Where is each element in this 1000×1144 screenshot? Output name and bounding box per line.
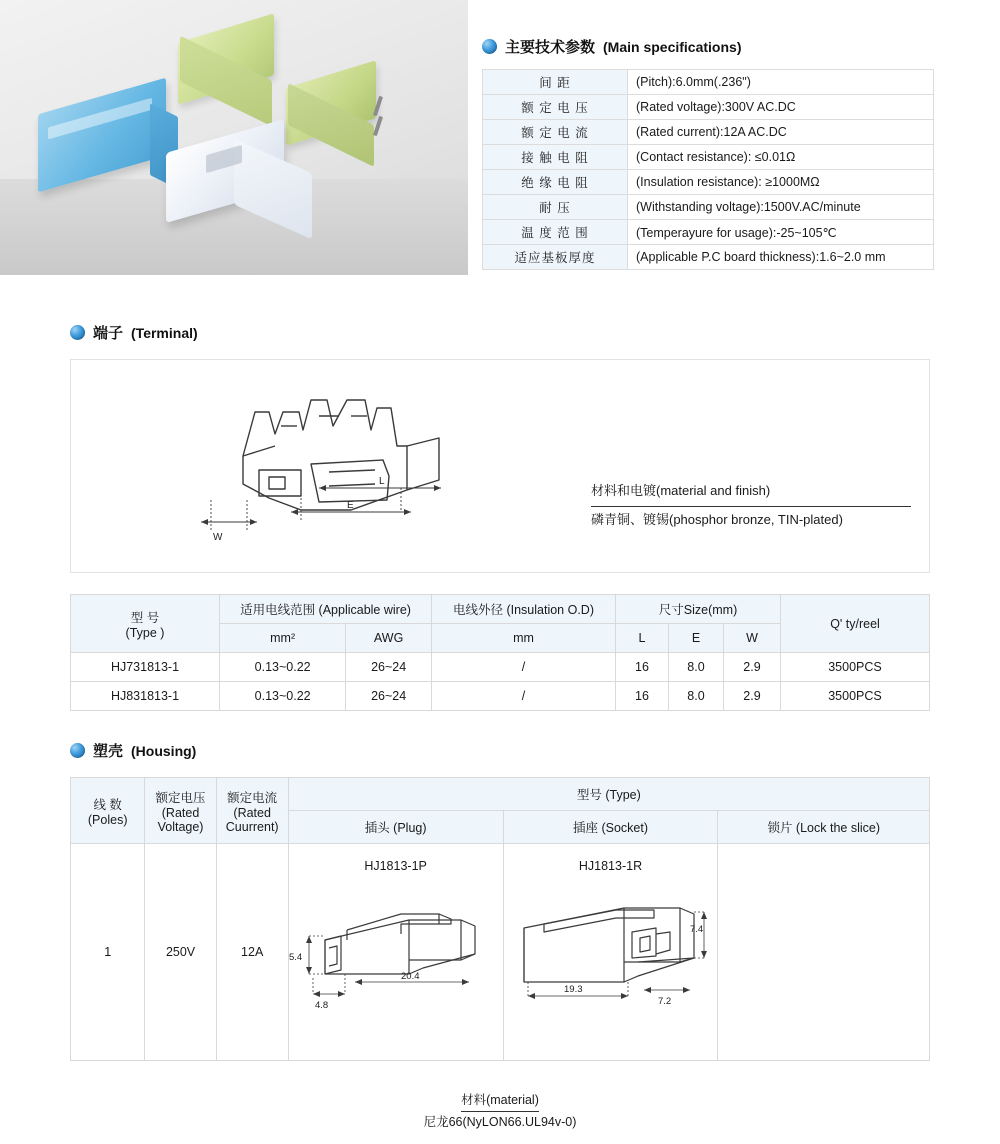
- plug-dim-width: 4.8: [314, 1000, 328, 1011]
- main-specifications-section: [482, 36, 934, 270]
- socket-drawing-svg: [504, 878, 726, 1038]
- th-awg: AWG: [346, 624, 432, 653]
- spec-key: 温 度 范 围: [483, 220, 628, 245]
- th-W: W: [724, 624, 781, 653]
- table-header-row: [71, 595, 930, 624]
- cell-awg: 26~24: [346, 653, 432, 682]
- housing-section: [70, 740, 930, 1061]
- table-row: [483, 70, 934, 95]
- terminal-drawing-box: [70, 359, 930, 573]
- th-voltage-l1: 额定电压: [155, 790, 206, 805]
- cell-qty: 3500PCS: [781, 653, 930, 682]
- housing-heading: [70, 740, 930, 761]
- terminal-title-en: (Terminal): [131, 324, 198, 341]
- terminal-drawing: [151, 360, 671, 570]
- main-specifications-heading: [482, 36, 934, 57]
- cell-L: 16: [616, 653, 669, 682]
- table-row: [483, 220, 934, 245]
- spec-key: 接 触 电 阻: [483, 145, 628, 170]
- th-voltage-l3: Voltage): [157, 819, 204, 834]
- cell-type: HJ731813-1: [71, 653, 220, 682]
- spec-key: 绝 缘 电 阻: [483, 170, 628, 195]
- plug-dim-height: 5.4: [288, 952, 302, 963]
- spec-key: 适应基板厚度: [483, 245, 628, 270]
- cell-mm2: 0.13~0.22: [220, 682, 346, 711]
- bullet-icon: [482, 39, 497, 54]
- main-specifications-title-en: (Main specifications): [603, 38, 742, 55]
- spec-value: (Contact resistance): ≤0.01Ω: [628, 145, 934, 170]
- housing-material-label: 材料(material): [461, 1090, 539, 1112]
- cell-awg: 26~24: [346, 682, 432, 711]
- cell-rated-current: 12A: [216, 844, 288, 1061]
- table-row: [71, 653, 930, 682]
- th-type-en: (Type ): [125, 625, 165, 640]
- th-type: [71, 595, 220, 653]
- cell-lock: [718, 844, 930, 1061]
- socket-dim-width: 7.2: [657, 996, 671, 1007]
- cell-rated-voltage: 250V: [145, 844, 216, 1061]
- spec-value: (Insulation resistance): ≥1000MΩ: [628, 170, 934, 195]
- cell-plug: [288, 844, 503, 1061]
- terminal-spec-table: [70, 594, 930, 711]
- th-insulation-od: 电线外径 (Insulation O.D): [432, 595, 616, 624]
- th-rated-voltage: [145, 778, 216, 844]
- housing-material-value: 尼龙66(NyLON66.UL94v-0): [423, 1115, 577, 1129]
- housing-table: [70, 777, 930, 1061]
- socket-drawing: [504, 878, 718, 1038]
- terminal-heading: [70, 322, 930, 343]
- th-poles: [71, 778, 145, 844]
- spec-value: (Rated voltage):300V AC.DC: [628, 95, 934, 120]
- terminal-title-cn: 端子: [93, 325, 124, 342]
- plug-drawing-svg: [289, 878, 511, 1038]
- table-row: [71, 844, 930, 1061]
- terminal-material-note: [591, 478, 911, 535]
- table-row: [71, 682, 930, 711]
- bullet-icon: [70, 325, 85, 340]
- cell-L: 16: [616, 682, 669, 711]
- th-plug: 插头 (Plug): [288, 811, 503, 844]
- cell-od: /: [432, 653, 616, 682]
- product-photo: [0, 0, 468, 275]
- plug-drawing: [289, 878, 503, 1038]
- th-current-l2: (Rated: [233, 805, 271, 820]
- spec-key: 间 距: [483, 70, 628, 95]
- terminal-material-line-1: 材料和电镀(material and finish): [591, 478, 911, 507]
- cell-od: /: [432, 682, 616, 711]
- terminal-spec-table-wrap: [70, 594, 930, 711]
- table-row: [483, 120, 934, 145]
- terminal-material-line-2: 磷青铜、镀锡(phosphor bronze, TIN-plated): [591, 512, 843, 527]
- housing-material-footer: [0, 1090, 1000, 1132]
- socket-type-label: HJ1813-1R: [578, 859, 643, 873]
- table-row: [483, 95, 934, 120]
- terminal-dim-w: W: [213, 532, 223, 543]
- th-type-group: 型号 (Type): [288, 778, 929, 811]
- plug-dim-length: 20.4: [400, 971, 420, 982]
- terminal-dim-e: E: [347, 500, 354, 511]
- bullet-icon: [70, 743, 85, 758]
- spec-key: 额 定 电 压: [483, 95, 628, 120]
- th-socket: 插座 (Socket): [503, 811, 718, 844]
- blue-housing-part: [38, 78, 166, 193]
- th-E: E: [669, 624, 724, 653]
- cell-socket: [503, 844, 718, 1061]
- cell-E: 8.0: [669, 682, 724, 711]
- th-L: L: [616, 624, 669, 653]
- table-row: [483, 170, 934, 195]
- housing-title-en: (Housing): [131, 742, 197, 759]
- spec-key: 额 定 电 流: [483, 120, 628, 145]
- spec-value: (Temperayure for usage):-25~105℃: [628, 220, 934, 245]
- th-size: 尺寸Size(mm): [616, 595, 781, 624]
- cell-W: 2.9: [724, 653, 781, 682]
- housing-title-cn: 塑壳: [93, 743, 124, 760]
- spec-value: (Withstanding voltage):1500V.AC/minute: [628, 195, 934, 220]
- th-current-l1: 额定电流: [227, 790, 278, 805]
- th-wire-range: 适用电线范围 (Applicable wire): [220, 595, 432, 624]
- socket-dim-height: 7.4: [689, 924, 703, 935]
- cell-type: HJ831813-1: [71, 682, 220, 711]
- spec-value: (Applicable P.C board thickness):1.6~2.0 mm: [628, 245, 934, 270]
- main-specifications-title-cn: 主要技术参数: [505, 39, 596, 56]
- th-insulation-unit: mm: [432, 624, 616, 653]
- connector-pin: [373, 116, 383, 136]
- spec-value: (Rated current):12A AC.DC: [628, 120, 934, 145]
- table-header-row: [71, 778, 930, 811]
- th-type-cn: 型 号: [130, 610, 160, 625]
- socket-dim-length: 19.3: [563, 984, 583, 995]
- th-lock: 锁片 (Lock the slice): [718, 811, 930, 844]
- housing-material-label-wrap: [0, 1090, 1000, 1112]
- cell-poles: 1: [71, 844, 145, 1061]
- th-rated-current: [216, 778, 288, 844]
- table-row: [483, 245, 934, 270]
- table-row: [483, 145, 934, 170]
- th-poles-en: (Poles): [87, 812, 128, 827]
- cell-qty: 3500PCS: [781, 682, 930, 711]
- terminal-dim-l: L: [379, 476, 385, 487]
- spec-value: (Pitch):6.0mm(.236"): [628, 70, 934, 95]
- spec-key: 耐 压: [483, 195, 628, 220]
- cell-E: 8.0: [669, 653, 724, 682]
- th-mm2: mm²: [220, 624, 346, 653]
- th-voltage-l2: (Rated: [161, 805, 200, 820]
- main-specifications-table: [482, 69, 934, 270]
- th-current-l3: Cuurrent): [225, 819, 279, 834]
- th-qty: Q' ty/reel: [781, 595, 930, 653]
- th-poles-cn: 线 数: [93, 797, 122, 812]
- table-row: [483, 195, 934, 220]
- terminal-section: [70, 322, 930, 573]
- cell-mm2: 0.13~0.22: [220, 653, 346, 682]
- plug-type-label: HJ1813-1P: [364, 859, 427, 873]
- cell-W: 2.9: [724, 682, 781, 711]
